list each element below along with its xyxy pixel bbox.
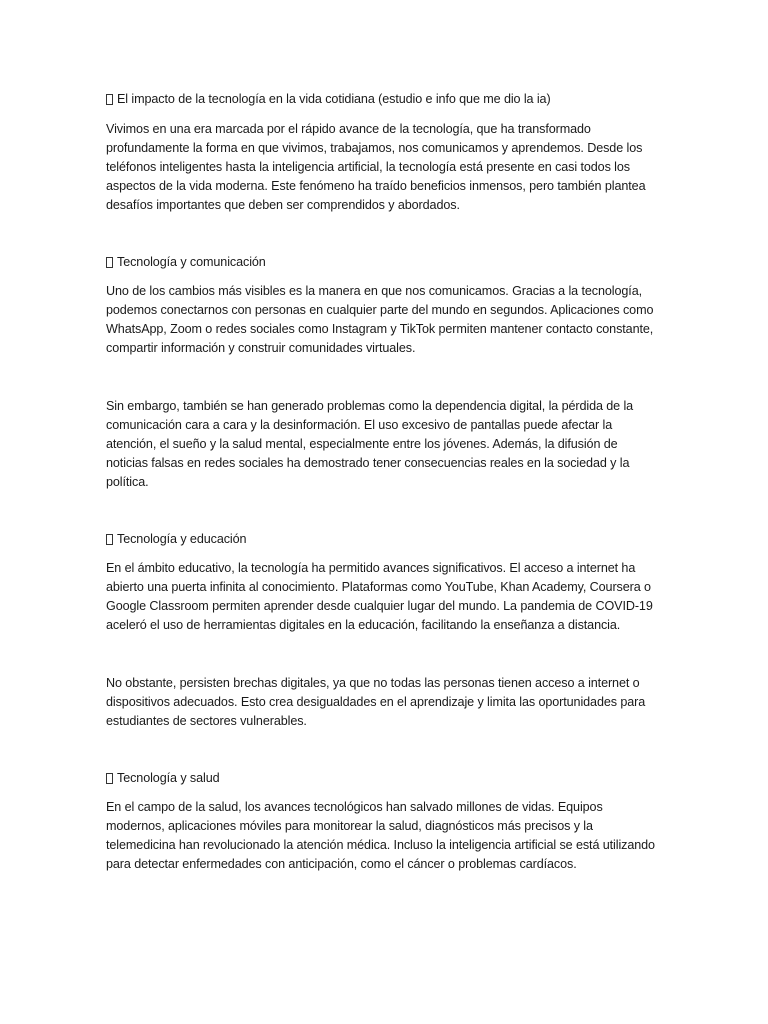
paragraph-salud-1: En el campo de la salud, los avances tecnológicos han salvado millones de vidas. Equipos modernos, aplicaciones móviles para monitorear la salud, diagnósticos más precisos y la telemedicina han revolucionado la atención médica. Incluso la inteligencia artificial se está utilizando para detectar enfermedades con anticipación, como el cáncer o problemas cardíacos. (106, 800, 655, 871)
document-title (106, 90, 658, 109)
paragraph-educacion-1: En el ámbito educativo, la tecnología ha permitido avances significativos. El acceso a internet ha abierto una puerta infinita al conocimiento. Plataformas como YouTube, Khan Academy, Coursera o Google Classroom permiten aprender desde cualquier lugar del mundo. La pandemia de COVID-19 aceleró el uso de herramientas digitales en la educación, facilitando la enseñanza a distancia. (106, 561, 653, 632)
section-heading-text: Tecnología y comunicación (117, 255, 266, 269)
paragraph-comunicacion-1: Uno de los cambios más visibles es la manera en que nos comunicamos. Gracias a la tecnología, podemos conectarnos con personas en cualquier parte del mundo en segundos. Aplicaciones como WhatsApp, Zoom o redes sociales como Instagram y TikTok permiten mantener contacto constante, compartir información y construir comunidades virtuales. (106, 284, 654, 355)
section-heading-salud (106, 769, 658, 788)
paragraph-comunicacion-2: Sin embargo, también se han generado problemas como la dependencia digital, la pérdida de la comunicación cara a cara y la desinformación. El uso excesivo de pantallas puede afectar la atención, el sueño y la salud mental, especialmente entre los jóvenes. Además, la difusión de noticias falsas en redes sociales ha demostrado tener consecuencias reales en la sociedad y la política. (106, 399, 634, 489)
paragraph-educacion-2: No obstante, persisten brechas digitales, ya que no todas las personas tienen acceso a internet o dispositivos adecuados. Esto crea desigualdades en el aprendizaje y limita las oportunidades para estudiantes de sectores vulnerables. (106, 676, 646, 728)
missing-glyph-icon (106, 534, 113, 545)
intro-paragraph: Vivimos en una era marcada por el rápido avance de la tecnología, que ha transformado profundamente la forma en que vivimos, trabajamos, nos comunicamos y aprendemos. Desde los teléfonos inteligentes hasta la inteligencia artificial, la tecnología está presente en casi todos los aspectos de la vida moderna. Este fenómeno ha traído beneficios inmensos, pero también plantea desafíos importantes que deben ser comprendidos y abordados. (106, 122, 646, 212)
section-heading-educacion (106, 530, 658, 549)
section-heading-comunicacion (106, 253, 658, 272)
missing-glyph-icon (106, 773, 113, 784)
section-heading-text: Tecnología y salud (117, 771, 220, 785)
missing-glyph-icon (106, 94, 113, 105)
section-heading-text: Tecnología y educación (117, 532, 247, 546)
missing-glyph-icon (106, 257, 113, 268)
document-title-text: El impacto de la tecnología en la vida cotidiana (estudio e info que me dio la ia) (117, 92, 551, 106)
